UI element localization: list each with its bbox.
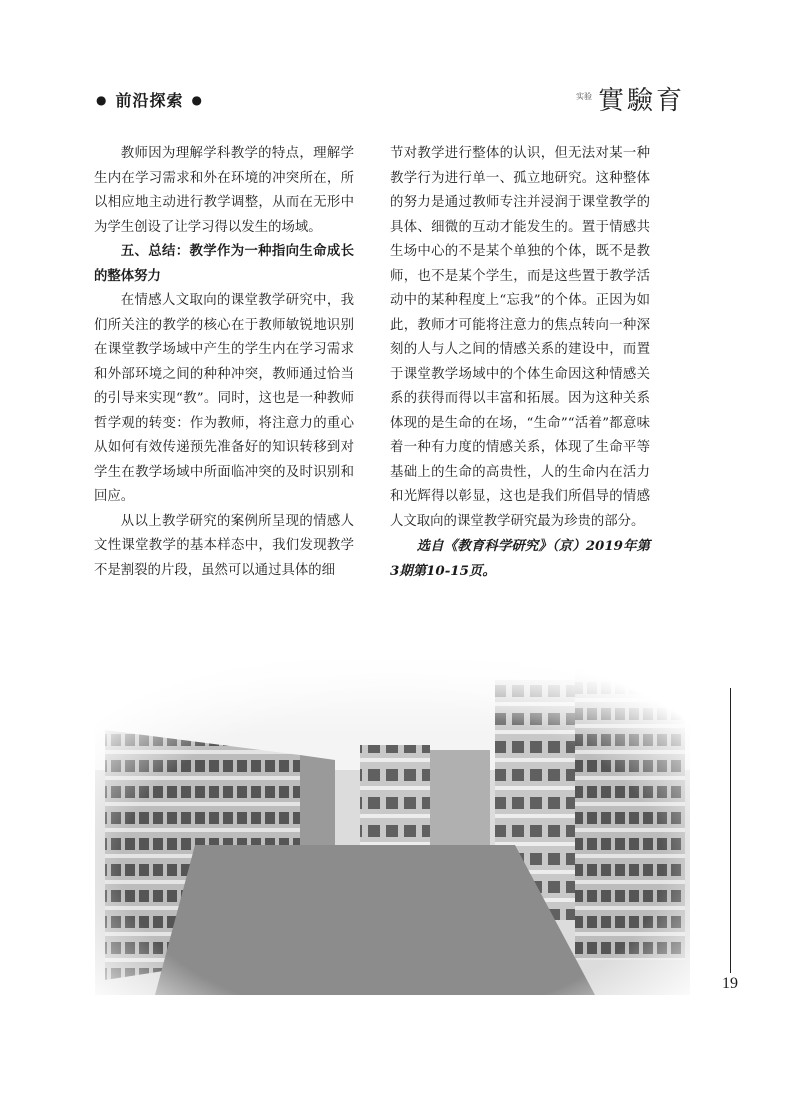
page-number: 19 (722, 975, 738, 992)
journal-title (576, 80, 685, 117)
paragraph: 节对教学进行整体的认识，但无法对某一种教学行为进行单一、孤立地研究。这种整体的努力是通过教师专注并浸润于课堂教学的具体、细微的互动才能发生的。置于情感共生场中心的不是某个单独的个体，既不是教师，也不是某个学生，而是这些置于教学活动中的某种程度上“忘我”的个体。正因为如此，教师才可能将注意力的焦点转向一种深刻的人与人之间的情感关系的建设中，而置于课堂教学场域中的个体生命因这种情感关系的获得而得以丰富和拓展。因为这种关系体现的是生命的在场，“生命”“活着”都意味着一种有力度的情感关系，体现了生命平等基础上的生命的高贵性，人的生命内在活力和光辉得以彰显，这也是我们所倡导的情感人文取向的课堂教学研究最为珍贵的部分。 (390, 146, 650, 529)
paragraph: 从以上教学研究的案例所呈现的情感人文性课堂教学的基本样态中，我们发现教学不是割裂的片段，虽然可以通过具体的细 (94, 513, 354, 578)
right-column (390, 142, 650, 583)
campus-photo (95, 650, 690, 995)
bullet-icon: ● (191, 93, 203, 107)
section-name: 前沿探索 (115, 91, 184, 110)
left-column (94, 142, 354, 583)
bullet-icon: ● (96, 93, 108, 107)
section-heading: 五、总结：教学作为一种指向生命成长的整体努力 (94, 244, 354, 284)
source-citation: 选自《教育科学研究》（京）2019年第3期第10-15页。 (390, 538, 650, 579)
section-label (88, 88, 211, 111)
paragraph: 在情感人文取向的课堂教学研究中，我们所关注的教学的核心在于教师敏锐地识别在课堂教学场域中产生的学生内在学习需求和外部环境之间的种种冲突，教师通过恰当的引导来实现“教”。同时，这也是一种教师哲学观的转变：作为教师，将注意力的重心从如何有效传递预先准备好的知识转移到对学生在教学场域中所面临冲突的及时识别和回应。 (94, 293, 354, 504)
journal-subtitle: 实验 (575, 92, 592, 101)
side-rule (730, 688, 731, 973)
journal-name: 實驗育 (597, 86, 685, 116)
paragraph: 教师因为理解学科教学的特点，理解学生内在学习需求和外在环境的冲突所在，所以相应地主动进行教学调整，从而在无形中为学生创设了让学习得以发生的场域。 (94, 146, 354, 235)
